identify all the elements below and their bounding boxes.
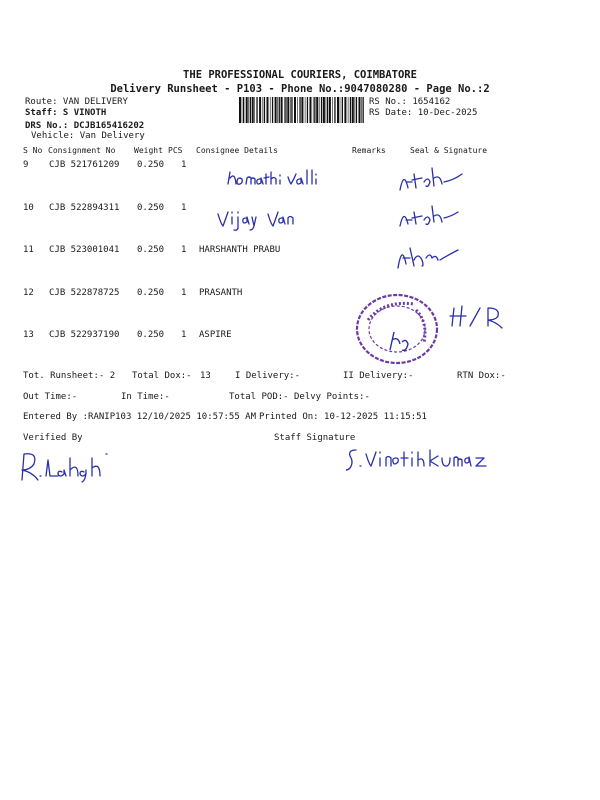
header-consignment: Consignment No — [48, 146, 116, 155]
company-title: THE PROFESSIONAL COURIERS, COIMBATORE — [183, 69, 417, 81]
vehicle-label: Vehicle: Van Delivery — [31, 131, 145, 141]
total-pod: Total POD:- — [229, 392, 289, 402]
header-sno: S No — [23, 146, 43, 155]
row-13-pcs: 1 — [181, 330, 187, 340]
header-pcs: PCS — [168, 146, 183, 155]
row-12-weight: 0.250 — [137, 288, 165, 298]
row-9-sno: 9 — [23, 160, 29, 170]
header-remarks: Remarks — [352, 146, 386, 155]
rtn-dox: RTN Dox:- — [457, 371, 506, 381]
header-weight: Weight — [134, 146, 163, 155]
row-10-weight: 0.250 — [137, 203, 165, 213]
row-13-weight: 0.250 — [137, 330, 165, 340]
row-10-consignment: CJB 522894311 — [49, 203, 120, 213]
verified-by-label: Verified By — [23, 433, 83, 443]
handwritten-name-row-10 — [216, 204, 296, 232]
ii-delivery: II Delivery:- — [343, 371, 414, 381]
company-stamp — [354, 292, 440, 366]
tot-runsheet: Tot. Runsheet:- 2 — [23, 371, 116, 381]
runsheet-title: Delivery Runsheet - P103 - Phone No.:9047080280 - Page No.:2 — [110, 83, 490, 95]
row-11-consignee: HARSHANTH PRABU — [199, 245, 281, 255]
rs-number: RS No.: 1654162 — [369, 97, 451, 107]
row-11-sno: 11 — [23, 245, 34, 255]
row-13-sno: 13 — [23, 330, 34, 340]
signature-row-9 — [396, 160, 466, 194]
total-dox-label: Total Dox:- — [132, 371, 192, 381]
staff-signature-label: Staff Signature — [274, 433, 356, 443]
row-11-pcs: 1 — [181, 245, 187, 255]
staff-signature — [346, 444, 492, 474]
drs-number: DRS No.: DCJB165416202 — [25, 121, 145, 131]
signature-row-11 — [392, 238, 462, 272]
in-time: In Time:- — [121, 392, 170, 402]
row-10-sno: 10 — [23, 203, 34, 213]
row-9-consignment: CJB 521761209 — [49, 160, 120, 170]
row-13-consignment: CJB 522937190 — [49, 330, 120, 340]
total-dox-value: 13 — [200, 371, 211, 381]
staff-label: Staff: S VINOTH — [25, 108, 107, 118]
delvy-points: Delvy Points:- — [294, 392, 370, 402]
barcode — [239, 97, 364, 123]
i-delivery: I Delivery:- — [235, 371, 301, 381]
row-11-consignment: CJB 523001041 — [49, 245, 120, 255]
row-10-pcs: 1 — [181, 203, 187, 213]
route-label: Route: VAN DELIVERY — [25, 97, 128, 107]
handwritten-name-row-9 — [226, 162, 326, 190]
verified-by-signature — [14, 446, 132, 484]
header-seal: Seal & Signature — [410, 146, 488, 155]
row-11-weight: 0.250 — [137, 245, 165, 255]
rs-date: RS Date: 10-Dec-2025 — [369, 108, 478, 118]
printed-on: Printed On: 10-12-2025 11:15:51 — [259, 412, 427, 422]
header-consignee: Consignee Details — [196, 146, 278, 155]
row-12-consignee: PRASANTH — [199, 288, 243, 298]
row-9-pcs: 1 — [181, 160, 187, 170]
row-13-consignee: ASPIRE — [199, 330, 232, 340]
row-12-consignment: CJB 522878725 — [49, 288, 120, 298]
row-9-weight: 0.250 — [137, 160, 165, 170]
row-12-pcs: 1 — [181, 288, 187, 298]
row-12-sno: 12 — [23, 288, 34, 298]
out-time: Out Time:- — [23, 392, 78, 402]
handwritten-remark-row-13 — [448, 304, 508, 330]
entered-by: Entered By :RANIP103 12/10/2025 10:57:55 AM — [23, 412, 256, 422]
signature-row-10 — [396, 200, 462, 230]
